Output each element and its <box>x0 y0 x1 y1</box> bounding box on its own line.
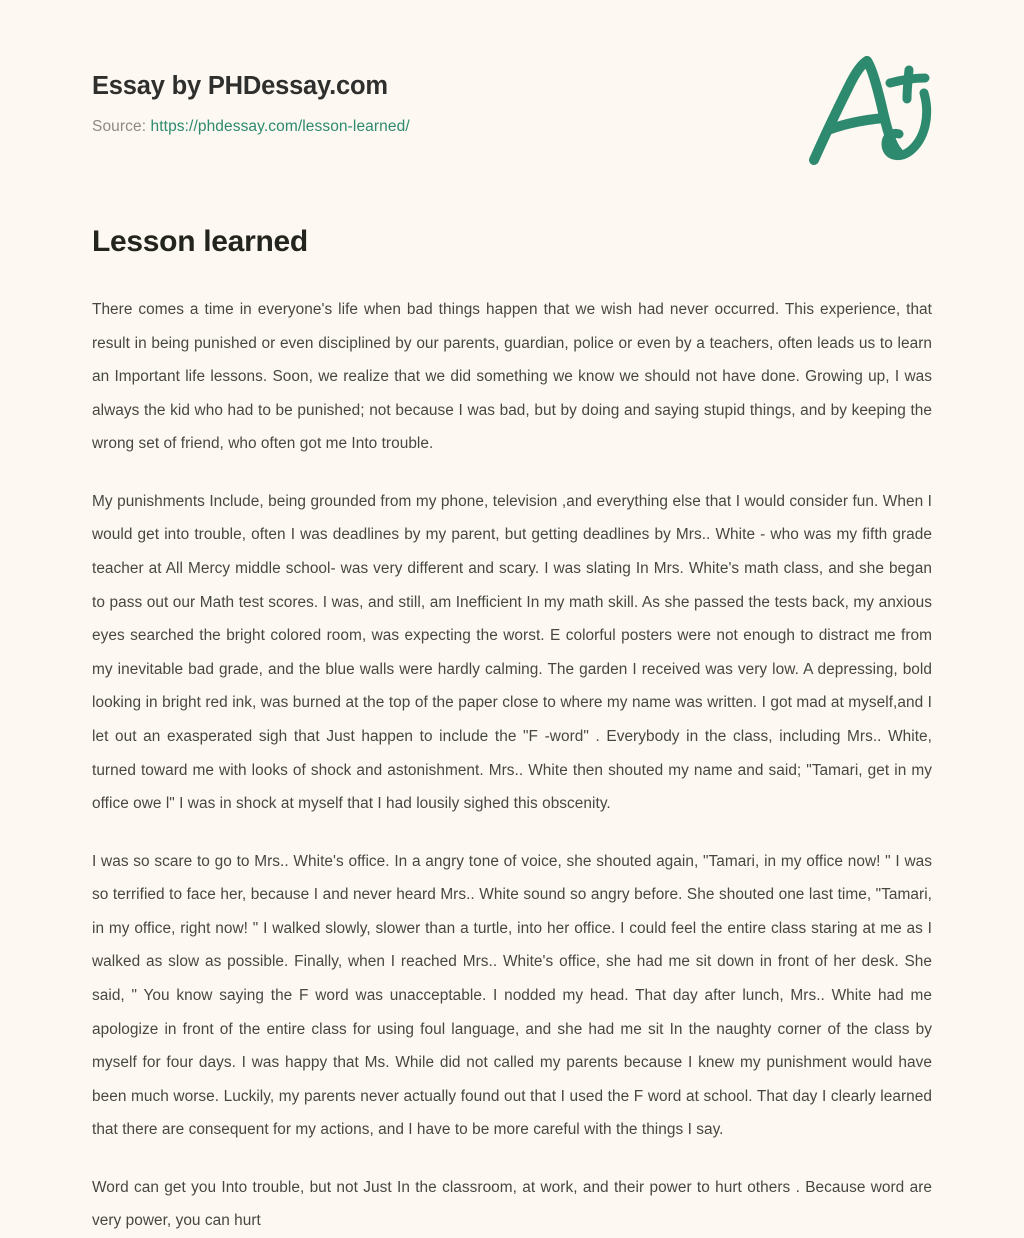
a-plus-logo-icon <box>800 46 950 176</box>
article <box>0 224 1024 1238</box>
article-paragraph: There comes a time in everyone's life when bad things happen that we wish had never occurred. This experience, that result in being punished or even disciplined by our parents, guardian, police or even by a teachers, often leads us to learn an Important life lessons. Soon, we realize that we did something we know we should not have done. Growing up, I was always the kid who had to be punished; not because I was bad, but by doing and saying stupid things, and by keeping the wrong set of friend, who often got me Into trouble. <box>92 301 932 453</box>
source-url-link[interactable]: https://phdessay.com/lesson-learned/ <box>150 118 410 136</box>
brand-name: PHDessay.com <box>207 72 388 100</box>
brand-title <box>92 72 932 100</box>
article-paragraph: I was so scare to go to Mrs.. White's office. In a angry tone of voice, she shouted again, "Tamari, in my office now! " I was so terrified to face her, because I and never heard Mrs.. White sound so angry before. She shouted one last time, "Tamari, in my office, right now! " I walked slowly, slower than a turtle, into her office. I could feel the entire class staring at me as I walked as slow as possible. Finally, when I reached Mrs.. White's office, she had me sit down in front of her desk. She said, " You know saying the F word was unacceptable. I nodded my head. That day after lunch, Mrs.. White had me apologize in front of the entire class for using foul language, and she had me sit In the naughty corner of the class by myself for four days. I was happy that Ms. While did not called my parents because I knew my punishment would have been much worse. Luckily, my parents never actually found out that I used the F word at school. That day I clearly learned that there are consequent for my actions, and I have to be more careful with the things I say. <box>92 852 932 1139</box>
brand-prefix: Essay by <box>92 72 208 100</box>
source-line <box>92 118 932 136</box>
article-paragraph: Word can get you Into trouble, but not Just In the classroom, at work, and their power to hurt others . Because word are very power, you can hurt <box>92 1178 932 1230</box>
source-label: Source: <box>92 118 151 136</box>
page-title: Lesson learned <box>92 225 308 258</box>
article-body <box>92 293 932 1238</box>
article-paragraph: My punishments Include, being grounded from my phone, television ,and everything else that I would consider fun. When I would get into trouble, often I was deadlines by my parent, but getting deadlines by Mrs.. White - who was my fifth grade teacher at All Mercy middle school- was very different and scary. I was slating In Mrs. White's math class, and she began to pass out our Math test scores. I was, and still, am Inefficient In my math skill. As she passed the tests back, my anxious eyes searched the bright colored room, was expecting the worst. E colorful posters were not enough to distract me from my inevitable bad grade, and the blue walls were hardly calming. The garden I received was very low. A depressing, bold looking in bright red ink, was burned at the top of the paper close to where my name was written. I got mad at myself,and I let out an exasperated sigh that Just happen to include the "F -word" . Everybody in the class, including Mrs.. White, turned toward me with looks of shock and astonishment. Mrs.. White then shouted my name and said; "Tamari, get in my office owe l" I was in shock at myself that I had lousily sighed this obscenity. <box>92 492 932 813</box>
page-header <box>0 0 1024 196</box>
